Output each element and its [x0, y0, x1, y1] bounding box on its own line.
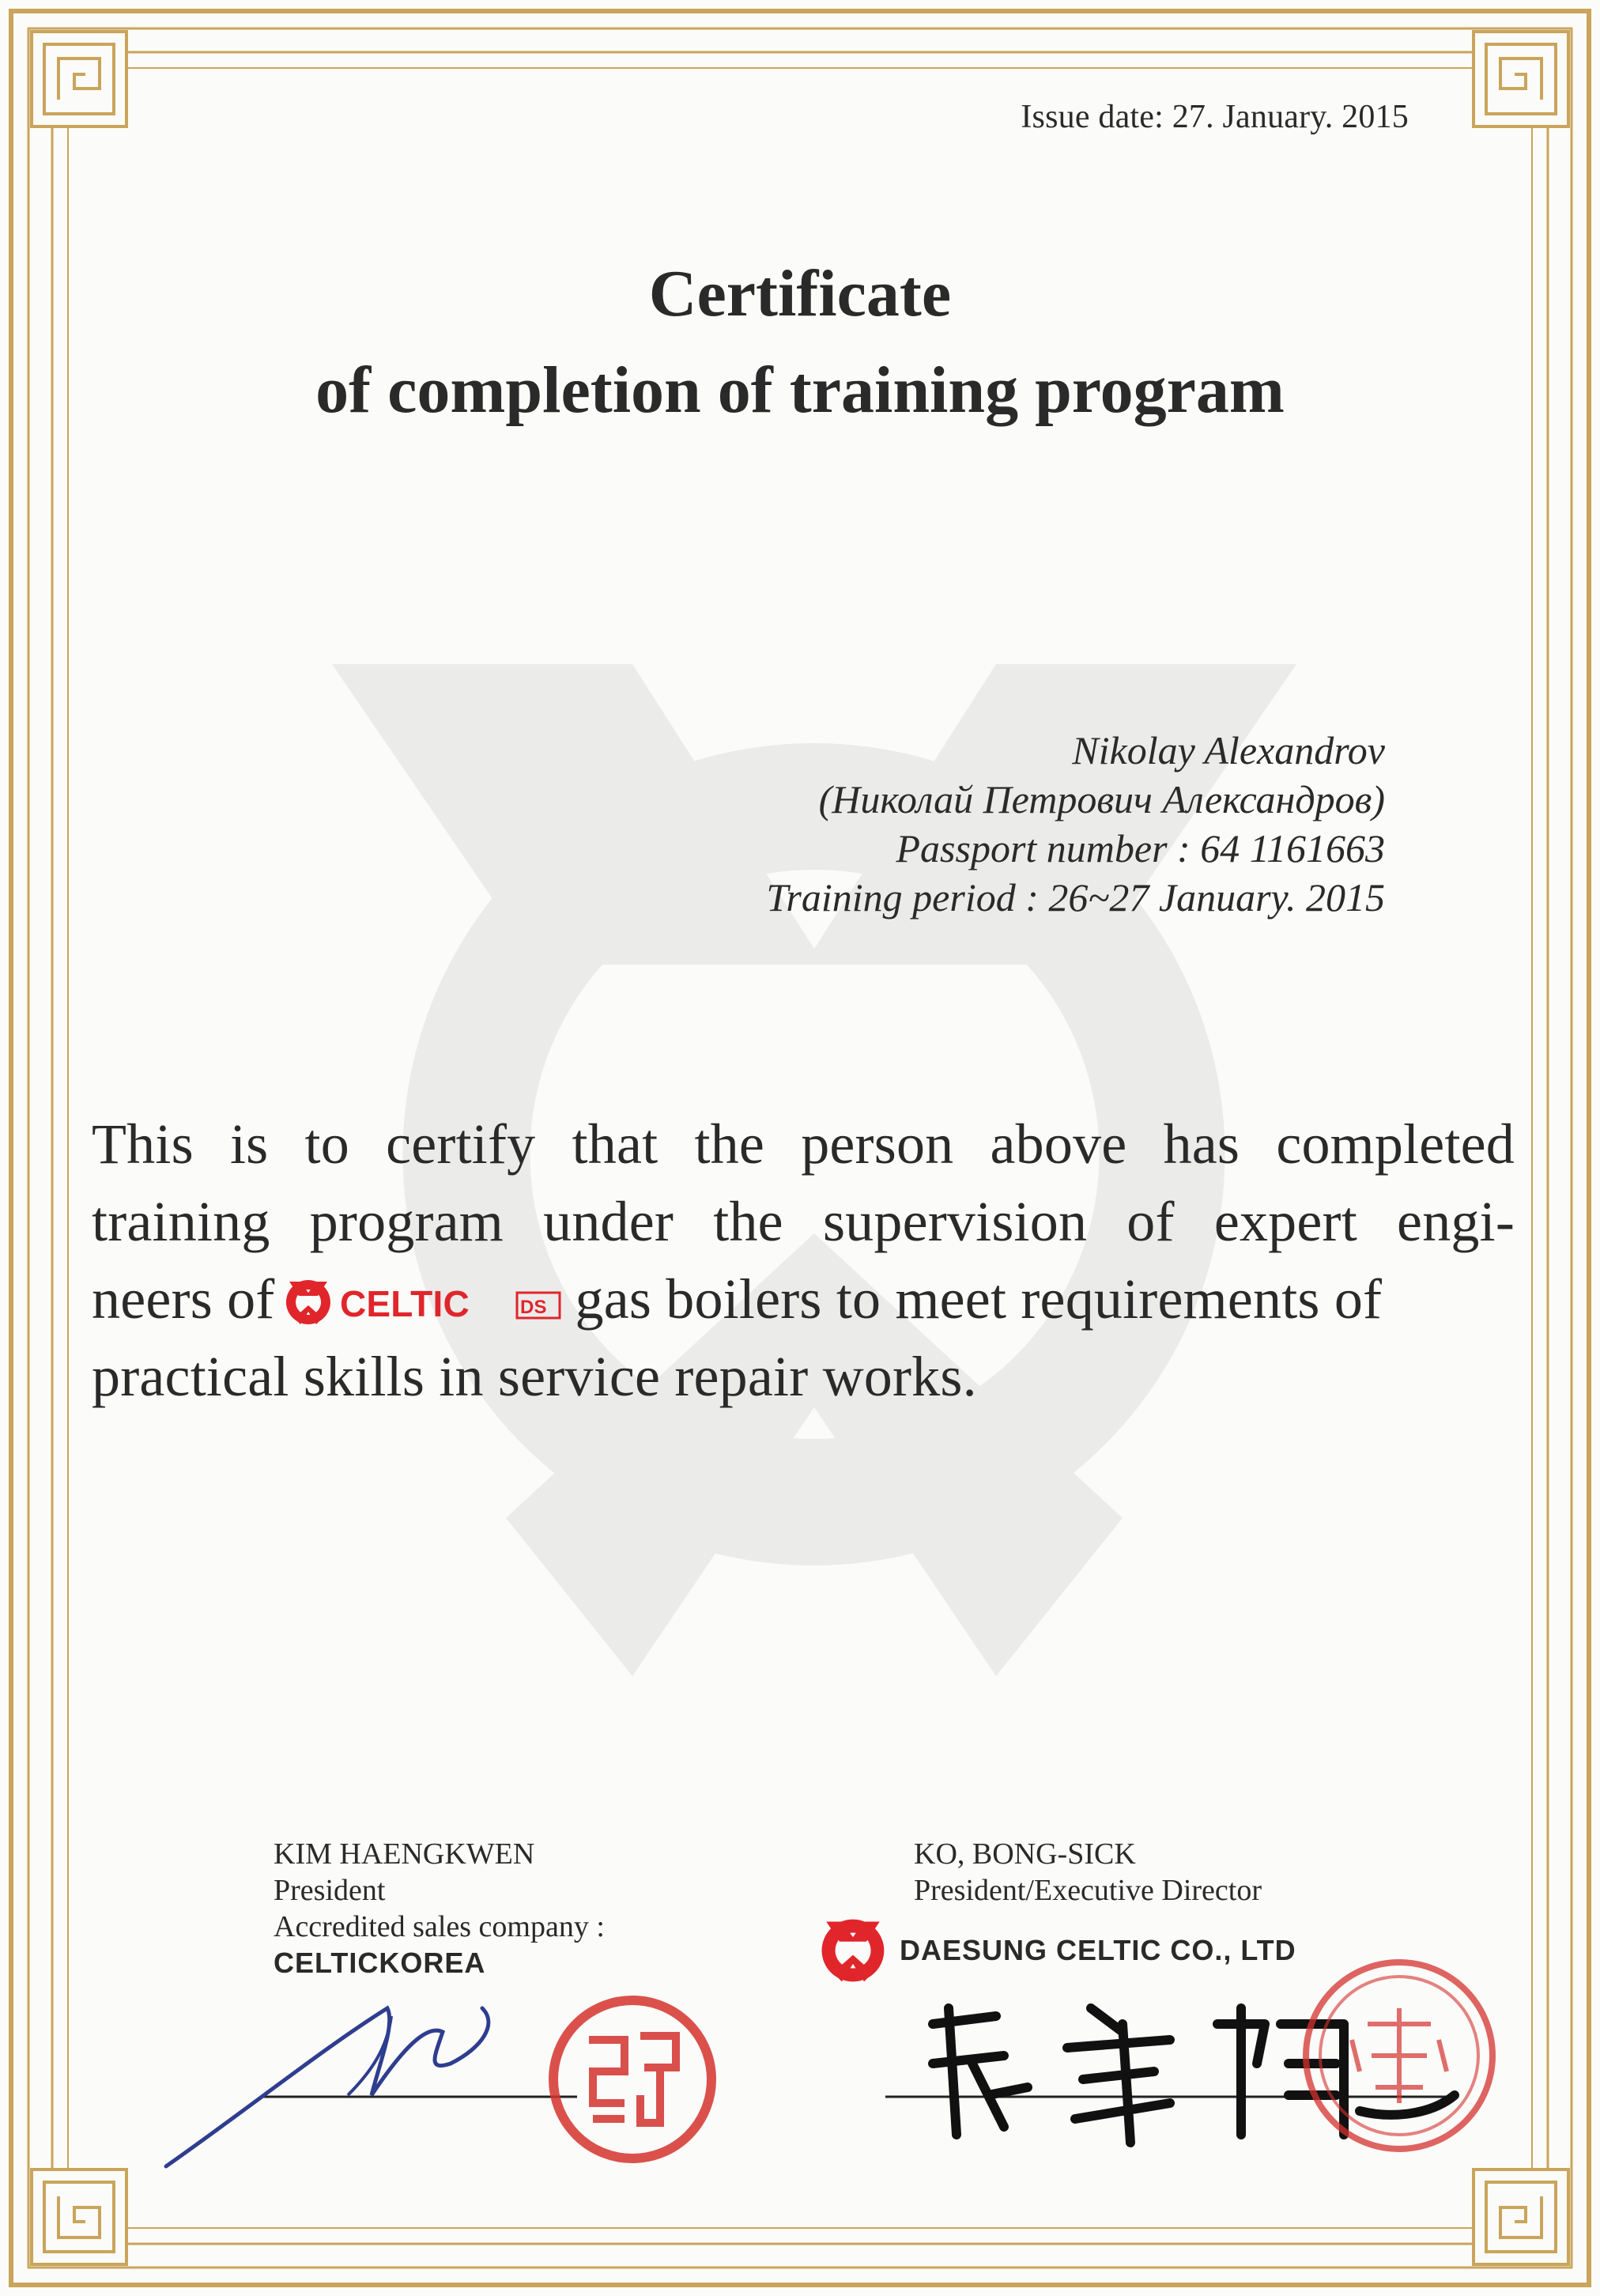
- statement-line-3-start: neers of: [92, 1267, 275, 1331]
- signatory-left-name: KIM HAENGKWEN: [274, 1837, 535, 1871]
- daesung-celtic-logo-icon: [817, 1915, 889, 1986]
- signatory-left-company: CELTICKOREA: [274, 1947, 486, 1979]
- red-seal-right: [1296, 1953, 1502, 2158]
- signatory-right-title: President/Executive Director: [914, 1874, 1262, 1907]
- statement-line-3-end: gas boilers to meet requirements of: [575, 1267, 1383, 1331]
- signature-left: [150, 1977, 593, 2182]
- signatory-right-name: KO, BONG-SICK: [914, 1837, 1136, 1871]
- signatory-left-title: President: [274, 1874, 386, 1907]
- signatory-left-note: Accredited sales company :: [274, 1910, 605, 1943]
- certificate-title: Certificate: [648, 257, 952, 330]
- statement-line-4: practical skills in service repair works.: [92, 1345, 977, 1408]
- training-period: Training period : 26~27 January. 2015: [766, 875, 1385, 920]
- statement-line-3: [92, 1260, 1515, 1338]
- celtic-inline-logo: [283, 1277, 568, 1327]
- certificate-subtitle: of completion of training program: [315, 353, 1285, 427]
- certification-statement: [92, 1105, 1515, 1415]
- signatory-right-company: DAESUNG CELTIC CO., LTD: [900, 1934, 1296, 1966]
- recipient-name-cyrillic: (Николай Петрович Александров): [818, 777, 1385, 821]
- recipient-details: [766, 726, 1385, 922]
- recipient-name: Nikolay Alexandrov: [1072, 728, 1385, 772]
- signatory-left: [274, 1836, 605, 1981]
- red-seal-left: [545, 1992, 719, 2166]
- signatory-right: [900, 1836, 1296, 1986]
- celtic-brand-suffix: DS: [519, 1297, 547, 1318]
- passport-number: Passport number : 64 1161663: [896, 826, 1385, 870]
- signatory-right-company-row: [817, 1915, 1296, 1986]
- statement-line-2: training program under the supervision of expert engi-: [92, 1190, 1515, 1253]
- statement-line-1: This is to certify that the person above has completed: [92, 1112, 1515, 1176]
- celtic-brand-text: CELTIC: [339, 1283, 470, 1324]
- issue-date: Issue date: 27. January. 2015: [1021, 99, 1409, 135]
